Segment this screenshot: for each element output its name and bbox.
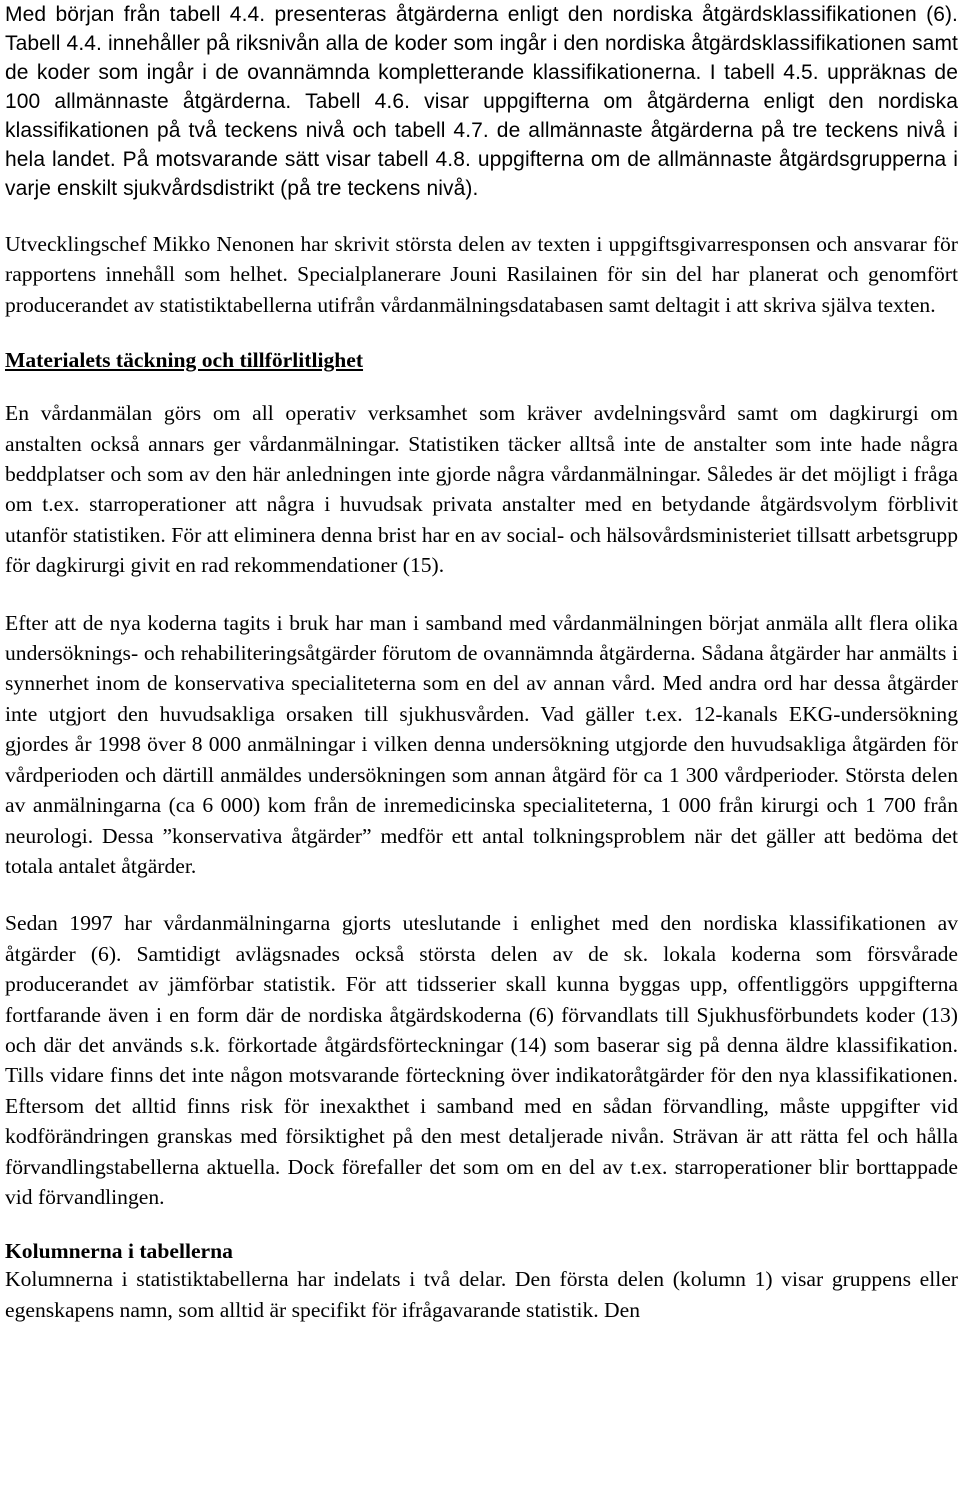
document-page — [5, 0, 958, 1325]
intro-paragraph: Med början från tabell 4.4. presenteras åtgärderna enligt den nordiska åtgärdsklassifikationen (6). Tabell 4.4. innehåller på riksnivån alla de koder som ingår i den nordiska åtgärdsklassifikationen samt de koder som ingår i de ovannämnda kompletterande klassifikationerna. I tabell 4.5. uppräknas de 100 allmännaste åtgärderna. Tabell 4.6. visar uppgifterna om åtgärderna enligt den nordiska klassifikationen på två teckens nivå och tabell 4.7. de allmännaste åtgärderna på tre teckens nivå i hela landet. På motsvarande sätt visar tabell 4.8. uppgifterna om de allmännaste åtgärdsgrupperna i varje enskilt sjukvårdsdistrikt (på tre teckens nivå). — [5, 3, 958, 200]
section-heading-columns: Kolumnerna i tabellerna — [5, 1239, 233, 1264]
authors-paragraph: Utvecklingschef Mikko Nenonen har skrivit största delen av texten i uppgiftsgivarresponsen och ansvarar för rapportens innehåll som helhet. Specialplanerare Jouni Rasilainen för sin del har planerat och genomfört producerandet av statistiktabellerna utifrån vårdanmälningsdatabasen samt deltagit i att skriva själva texten. — [5, 232, 958, 317]
section-heading-coverage: Materialets täckning och tillförlitlighet — [5, 348, 364, 373]
new-codes-paragraph: Efter att de nya koderna tagits i bruk har man i samband med vårdanmälningen börjat anmäla allt flera olika undersöknings- och rehabiliteringsåtgärder förutom de ovannämnda åtgärderna. Sådana åtgärder har anmälts i synnerhet inom de konservativa specialiteterna som en del av annan vård. Med andra ord har dessa åtgärder inte utgjort den huvudsakliga orsaken till sjukhusvården. Vad gäller t.ex. 12-kanals EKG-undersökning gjordes år 1998 över 8 000 anmälningar i vilken denna undersökning utgjorde den huvudsakliga åtgärden för vårdperioden och därtill anmäldes undersökningen som annan åtgärd för ca 1 300 vårdperioder. Största delen av anmälningarna (ca 6 000) kom från de inremedicinska specialiteterna, 1 000 från kirurgi och 1 700 från neurologi. Dessa ”konservativa åtgärder” medför ett antal tolkningsproblem när det gäller att bedöma det totala antalet åtgärder. — [5, 610, 958, 878]
columns-paragraph: Kolumnerna i statistiktabellerna har indelats i två delar. Den första delen (kolumn 1) visar gruppens eller egenskapens namn, som alltid är specifikt för ifrågavarande statistik. Den — [5, 1267, 958, 1322]
classification-paragraph: Sedan 1997 har vårdanmälningarna gjorts uteslutande i enlighet med den nordiska klassifikationen av åtgärder (6). Samtidigt avlägsnades också största delen av de sk. lokala koderna som försvårade producerandet av jämförbar statistik. För att tidsserier skall kunna byggas upp, offentliggörs uppgifterna fortfarande även i en form där de nordiska åtgärdskoderna (6) förvandlats till Sjukhusförbundets koder (13) och där det används s.k. förkortade åtgärdsförteckningar (14) som baserar sig på denna äldre klassifikation. Tills vidare finns det inte någon motsvarande förteckning över indikatoråtgärder för den nya klassifikationen. Eftersom det alltid finns risk för inexakthet i samband med en sådan förvandling, måste uppgifter vid kodförändringen granskas med försiktighet på den mest detaljerade nivån. Strävan är att rätta fel och hålla förvandlingstabellerna aktuella. Dock förefaller det som om en del av t.ex. starroperationer blir borttappade vid förvandlingen. — [5, 911, 958, 1209]
coverage-paragraph: En vårdanmälan görs om all operativ verksamhet som kräver avdelningsvård samt om dagkirurgi om anstalten också annars ger vårdanmälningar. Statistiken täcker alltså inte de anstalter som inte hade några beddplatser och som av den här anledningen inte gjorde några vårdanmälningar. Således är det möjligt i fråga om t.ex. starroperationer att några i huvudsak privata anstalter med en betydande åtgärdsvolym förblivit utanför statistiken. För att eliminera denna brist har en av social- och hälsovårdsministeriet tillsatt arbetsgrupp för dagkirurgi givit en rad rekommendationer (15). — [5, 401, 958, 578]
